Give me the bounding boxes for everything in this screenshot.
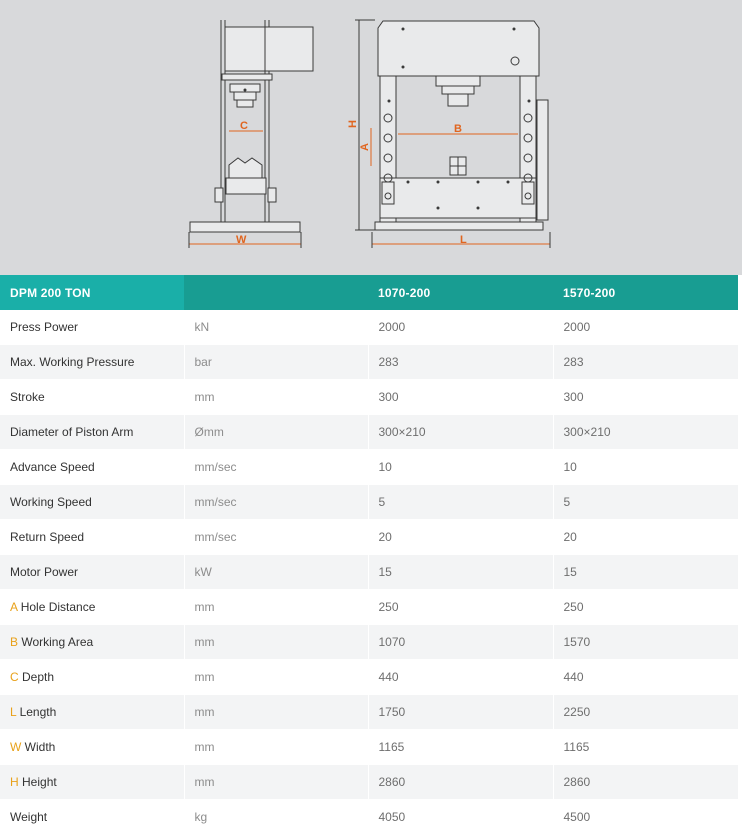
spec-value-model-2: 283 [553, 345, 738, 380]
dim-label-l: L [460, 234, 467, 246]
front-view [355, 20, 550, 248]
table-row [0, 485, 738, 520]
spec-value-model-1: 300 [368, 380, 553, 415]
spec-value-model-2: 20 [553, 520, 738, 555]
spec-table-body [0, 310, 738, 835]
spec-label [0, 800, 184, 835]
spec-value-model-2: 5 [553, 485, 738, 520]
spec-value-model-1: 440 [368, 660, 553, 695]
spec-value-model-2: 4500 [553, 800, 738, 835]
header-unit [184, 275, 368, 310]
spec-label-text: Depth [22, 670, 55, 684]
spec-value-model-1: 20 [368, 520, 553, 555]
spec-label [0, 520, 184, 555]
spec-value-model-1: 250 [368, 590, 553, 625]
table-row [0, 590, 738, 625]
spec-label [0, 345, 184, 380]
dim-label-h: H [347, 120, 359, 128]
spec-table [0, 275, 739, 835]
spec-label [0, 310, 184, 345]
dimension-letter: L [10, 705, 17, 719]
dimension-letter: B [10, 635, 19, 649]
table-row [0, 800, 738, 835]
spec-value-model-1: 1750 [368, 695, 553, 730]
spec-value-model-2: 2860 [553, 765, 738, 800]
spec-label-text: Max. Working Pressure [10, 355, 135, 369]
header-model-1: 1070-200 [368, 275, 553, 310]
spec-unit: mm/sec [184, 485, 368, 520]
spec-value-model-2: 2250 [553, 695, 738, 730]
spec-label [0, 485, 184, 520]
spec-label [0, 450, 184, 485]
spec-label-text: Width [24, 740, 56, 754]
spec-label-text: Weight [10, 810, 48, 824]
table-row [0, 765, 738, 800]
spec-label-text: Height [22, 775, 57, 789]
table-row [0, 625, 738, 660]
dimension-letter: H [10, 775, 19, 789]
spec-label-text: Return Speed [10, 530, 85, 544]
spec-unit: mm [184, 590, 368, 625]
spec-unit: mm [184, 660, 368, 695]
spec-unit: Ømm [184, 415, 368, 450]
spec-label-text: Press Power [10, 320, 79, 334]
spec-value-model-2: 10 [553, 450, 738, 485]
side-view [189, 20, 313, 248]
header-model-2: 1570-200 [553, 275, 738, 310]
dimension-letter: A [10, 600, 18, 614]
spec-label [0, 590, 184, 625]
spec-unit: mm [184, 765, 368, 800]
spec-label [0, 555, 184, 590]
table-row [0, 660, 738, 695]
spec-unit: kg [184, 800, 368, 835]
table-row [0, 695, 738, 730]
table-row [0, 450, 738, 485]
dim-label-b: B [454, 123, 462, 135]
spec-label [0, 380, 184, 415]
table-row [0, 520, 738, 555]
spec-value-model-2: 1570 [553, 625, 738, 660]
spec-label [0, 730, 184, 765]
spec-label [0, 765, 184, 800]
spec-label-text: Stroke [10, 390, 45, 404]
spec-value-model-2: 440 [553, 660, 738, 695]
spec-value-model-1: 1070 [368, 625, 553, 660]
spec-value-model-1: 2000 [368, 310, 553, 345]
spec-value-model-1: 10 [368, 450, 553, 485]
spec-unit: kN [184, 310, 368, 345]
table-row [0, 415, 738, 450]
spec-unit: mm [184, 625, 368, 660]
spec-value-model-1: 283 [368, 345, 553, 380]
table-header [0, 275, 738, 310]
spec-label-text: Working Area [21, 635, 94, 649]
press-diagram [0, 0, 742, 275]
spec-label [0, 625, 184, 660]
spec-value-model-1: 1165 [368, 730, 553, 765]
spec-value-model-2: 300×210 [553, 415, 738, 450]
dim-label-w: W [236, 234, 247, 246]
spec-unit: bar [184, 345, 368, 380]
dim-label-a: A [359, 143, 371, 151]
header-title: DPM 200 TON [0, 275, 184, 310]
spec-value-model-1: 300×210 [368, 415, 553, 450]
spec-label [0, 660, 184, 695]
spec-value-model-2: 250 [553, 590, 738, 625]
spec-value-model-1: 15 [368, 555, 553, 590]
spec-unit: mm [184, 730, 368, 765]
spec-label-text: Length [19, 705, 57, 719]
spec-value-model-2: 15 [553, 555, 738, 590]
table-row [0, 380, 738, 415]
spec-value-model-1: 4050 [368, 800, 553, 835]
dim-label-c: C [240, 120, 248, 132]
table-row [0, 730, 738, 765]
spec-value-model-1: 2860 [368, 765, 553, 800]
table-row [0, 310, 738, 345]
spec-value-model-2: 1165 [553, 730, 738, 765]
spec-unit: mm/sec [184, 450, 368, 485]
spec-unit: mm [184, 380, 368, 415]
spec-label-text: Working Speed [10, 495, 92, 509]
spec-label-text: Diameter of Piston Arm [10, 425, 134, 439]
spec-label-text: Motor Power [10, 565, 79, 579]
spec-value-model-2: 300 [553, 380, 738, 415]
spec-label-text: Hole Distance [20, 600, 96, 614]
spec-label [0, 415, 184, 450]
spec-value-model-1: 5 [368, 485, 553, 520]
spec-value-model-2: 2000 [553, 310, 738, 345]
spec-unit: mm/sec [184, 520, 368, 555]
technical-drawing [0, 0, 742, 275]
dimension-letter: W [10, 740, 22, 754]
spec-unit: mm [184, 695, 368, 730]
table-row [0, 345, 738, 380]
spec-label-text: Advance Speed [10, 460, 95, 474]
table-row [0, 555, 738, 590]
spec-unit: kW [184, 555, 368, 590]
dimension-letter: C [10, 670, 19, 684]
spec-label [0, 695, 184, 730]
